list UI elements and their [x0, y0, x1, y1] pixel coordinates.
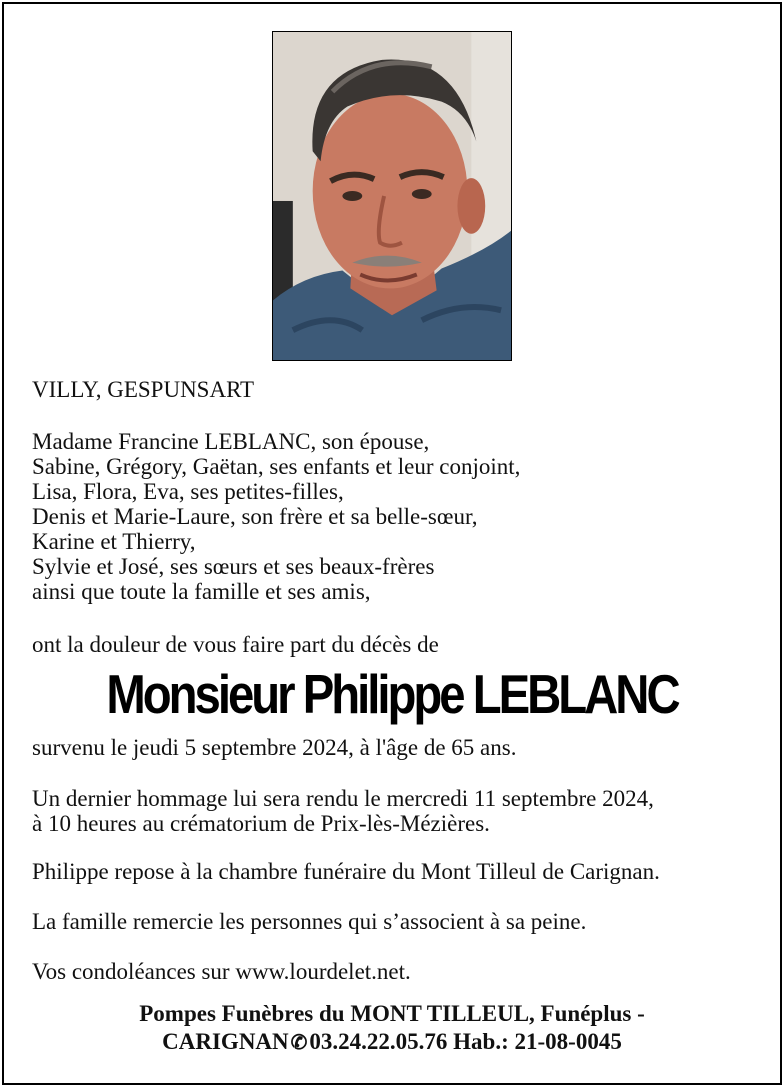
ceremony-line: à 10 heures au crématorium de Prix-lès-Mézières. — [32, 811, 490, 836]
family-list — [32, 429, 520, 604]
funeral-home-phone: 03.24.22.05.76 Hab.: 21-08-0045 — [309, 1029, 622, 1054]
family-line: Sabine, Grégory, Gaëtan, ses enfants et leur conjoint, — [32, 454, 521, 479]
family-line: Lisa, Flora, Eva, ses petites-filles, — [32, 479, 344, 504]
family-thanks: La famille remercie les personnes qui s’associent à sa peine. — [32, 909, 587, 934]
rest-place: Philippe repose à la chambre funéraire du Mont Tilleul de Carignan. — [32, 859, 660, 884]
ceremony-info — [32, 786, 654, 836]
condolences-link: Vos condoléances sur www.lourdelet.net. — [32, 959, 411, 984]
announcement-intro: ont la douleur de vous faire part du décès de — [32, 632, 439, 657]
family-line: Denis et Marie-Laure, son frère et sa belle-sœur, — [32, 504, 478, 529]
ceremony-line: Un dernier hommage lui sera rendu le mercredi 11 septembre 2024, — [32, 786, 654, 811]
portrait-photo — [272, 31, 512, 361]
family-line: Sylvie et José, ses sœurs et ses beaux-frères — [32, 554, 435, 579]
location: VILLY, GESPUNSART — [32, 377, 255, 402]
family-line: ainsi que toute la famille et ses amis, — [32, 579, 371, 604]
family-line: Karine et Thierry, — [32, 529, 196, 554]
funeral-home-city: CARIGNAN — [162, 1029, 289, 1054]
phone-icon: ✆ — [290, 1032, 308, 1054]
family-line: Madame Francine LEBLANC, son épouse, — [32, 429, 430, 454]
funeral-home-name: Pompes Funèbres du MONT TILLEUL, Funéplus - — [139, 1001, 645, 1026]
funeral-home-contact — [0, 1028, 784, 1057]
death-info: survenu le jeudi 5 septembre 2024, à l'âge de 65 ans. — [32, 735, 517, 760]
deceased-name: Monsieur Philippe LEBLANC — [106, 663, 678, 725]
